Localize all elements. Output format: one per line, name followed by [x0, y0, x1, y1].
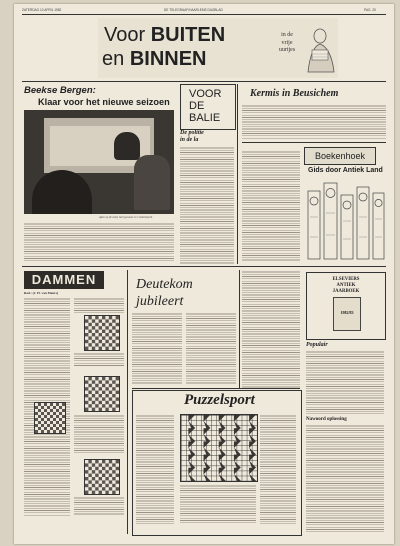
jaarboek-title-1: ELSEVIERS	[332, 277, 360, 282]
balie-subhead-2: in de la	[180, 137, 199, 143]
header-date: ZATERDAG 10 APRIL 1982	[22, 8, 62, 12]
column-mid-body	[242, 270, 300, 388]
beekse-body	[24, 222, 174, 262]
jaarboek-year: 1982/83	[340, 310, 354, 315]
balie-subhead	[180, 130, 204, 144]
nawoord-heading: Nawoord oplossing	[306, 417, 347, 422]
jaarboek-cover	[333, 297, 361, 331]
jaarboek-title-3: JAARBOEK	[332, 289, 360, 294]
checkerboard-3	[84, 376, 120, 412]
populair-heading: Populair	[306, 342, 328, 348]
kermis-body	[242, 104, 386, 140]
boeken-header	[304, 147, 376, 165]
banner	[98, 18, 338, 78]
dammen-title: DAMMEN	[31, 272, 97, 287]
deutekom-title-1: Deutekom	[136, 277, 193, 292]
jaarboek-title	[317, 277, 375, 295]
balie-box	[180, 84, 236, 130]
checkerboard-1	[84, 315, 120, 351]
newspaper-page	[14, 4, 394, 544]
dammen-body-3	[74, 352, 124, 366]
populair-body	[306, 350, 384, 414]
reading-figure-illustration	[302, 24, 338, 74]
balie-title-2: DE	[189, 100, 205, 112]
dammen-body-4	[74, 414, 124, 454]
boeken-body	[242, 150, 300, 262]
dammen-byline: Red.: (J. H. van Meurs)	[24, 291, 59, 295]
puzzel-clues-vertical	[260, 414, 296, 524]
balie-title	[181, 85, 235, 124]
deutekom-body-2	[186, 312, 236, 384]
beekse-caption: Apen op de weid, heel gewoon en 't asbestsperk	[99, 216, 153, 219]
deutekom-title-2: jubileert	[136, 294, 184, 309]
puzzel-title: Puzzelsport	[184, 392, 255, 408]
boeken-title: Boekenhoek	[314, 151, 366, 161]
kermis-title: Kermis in Beusichem	[250, 88, 339, 99]
checkerboard-2	[34, 402, 66, 434]
deutekom-body-1	[132, 312, 182, 384]
beekse-photo	[24, 110, 174, 214]
nawoord-body	[306, 424, 384, 532]
banner-word-voor: Voor	[104, 24, 146, 46]
beekse-kicker: Beekse Bergen:	[24, 85, 96, 96]
balie-title-3: BALIE	[189, 112, 221, 124]
banner-word-binnen: BINNEN	[129, 48, 207, 70]
banner-side-1: in de	[281, 32, 293, 38]
header-paper: DE TELEGRAAF/HAARLEMS DAGBLAD	[164, 8, 223, 12]
checkerboard-4	[84, 459, 120, 495]
dammen-body-2	[74, 297, 124, 313]
banner-word-en: en	[102, 48, 125, 70]
balie-title-1: VOOR	[189, 88, 222, 100]
banner-line1	[104, 25, 225, 45]
boeken-subtitle: Gids door Antiek Land	[308, 167, 383, 174]
balie-subhead-1: De politie	[180, 130, 204, 136]
beekse-title: Klaar voor het nieuwe seizoen	[38, 97, 170, 107]
banner-side	[274, 32, 300, 55]
jaarboek-ad	[306, 272, 386, 340]
puzzel-clues-horizontal	[136, 414, 174, 524]
banner-line2	[102, 49, 206, 69]
jaarboek-title-2: ANTIEK	[336, 283, 356, 288]
banner-side-2: vrije	[281, 39, 293, 46]
banner-side-3: uurtjes	[278, 47, 296, 53]
puzzel-clues-extra	[180, 484, 256, 524]
clocks-illustration	[304, 177, 386, 261]
header-page: PAG. 25	[364, 8, 376, 12]
dammen-header	[24, 271, 104, 289]
crossword-grid	[180, 414, 258, 482]
balie-body	[180, 146, 234, 264]
dammen-body-5	[74, 496, 124, 516]
banner-word-buiten: BUITEN	[150, 24, 226, 46]
deutekom-title	[136, 276, 193, 310]
